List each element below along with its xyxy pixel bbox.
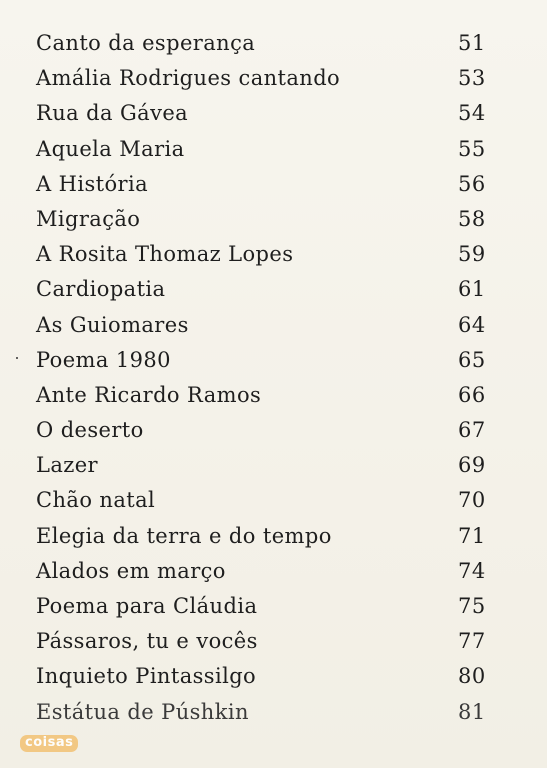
toc-entry-page: 56 <box>458 171 486 196</box>
toc-entry-title: Estátua de Púshkin <box>36 699 249 724</box>
toc-entry-title: O deserto <box>36 418 144 443</box>
toc-entry <box>0 483 547 518</box>
toc-entry <box>0 378 547 413</box>
toc-entry-page: 67 <box>458 418 486 443</box>
toc-entry <box>0 272 547 307</box>
toc-entry <box>0 413 547 448</box>
toc-entry <box>0 308 547 343</box>
toc-entry-page: 61 <box>458 277 486 302</box>
watermark-logo: coisas <box>20 735 78 752</box>
toc-entry-title: Pássaros, tu e vocês <box>36 629 258 654</box>
toc-entry-page: 58 <box>458 206 486 231</box>
toc-entry-title: Migração <box>36 206 141 231</box>
ink-speck <box>16 357 18 359</box>
table-of-contents <box>0 26 547 730</box>
toc-entry-title: Alados em março <box>36 558 226 583</box>
toc-entry <box>0 26 547 61</box>
toc-entry-page: 69 <box>458 453 486 478</box>
toc-entry <box>0 624 547 659</box>
toc-entry-title: Rua da Gávea <box>36 101 189 126</box>
toc-entry-title: Poema 1980 <box>36 347 171 372</box>
toc-entry-title: Amália Rodrigues cantando <box>36 66 341 91</box>
toc-entry-title: A História <box>36 171 149 196</box>
toc-entry <box>0 96 547 131</box>
toc-entry-page: 81 <box>458 699 486 724</box>
toc-entry <box>0 61 547 96</box>
toc-entry <box>0 132 547 167</box>
toc-entry-page: 55 <box>458 136 486 161</box>
toc-entry-title: Canto da esperança <box>36 31 256 55</box>
toc-entry-title: As Guiomares <box>36 312 189 337</box>
toc-entry-page: 51 <box>458 31 486 55</box>
toc-entry-title: Chão natal <box>36 488 156 513</box>
toc-entry-page: 66 <box>458 382 486 407</box>
toc-entry-page: 80 <box>458 664 486 689</box>
toc-entry <box>0 202 547 237</box>
toc-entry-title: Poema para Cláudia <box>36 594 258 618</box>
toc-entry <box>0 167 547 202</box>
toc-entry-page: 59 <box>458 242 486 267</box>
toc-entry <box>0 343 547 378</box>
toc-entry-title: Aquela Maria <box>36 136 185 161</box>
toc-entry-page: 75 <box>458 594 486 618</box>
toc-entry-page: 54 <box>458 101 486 126</box>
toc-entry-title: Elegia da terra e do tempo <box>36 523 332 548</box>
toc-entry-page: 77 <box>458 629 486 654</box>
toc-entry <box>0 519 547 554</box>
toc-entry-page: 65 <box>458 347 486 372</box>
toc-entry-page: 64 <box>458 312 486 337</box>
toc-entry-title: Ante Ricardo Ramos <box>36 382 262 407</box>
toc-entry-page: 71 <box>458 523 486 548</box>
toc-entry <box>0 659 547 694</box>
toc-entry-page: 53 <box>458 66 486 91</box>
toc-entry <box>0 589 547 624</box>
toc-entry <box>0 448 547 483</box>
toc-entry-title: A Rosita Thomaz Lopes <box>36 242 294 267</box>
toc-entry-page: 70 <box>458 488 486 513</box>
toc-entry-title: Lazer <box>36 453 98 478</box>
toc-entry-title: Inquieto Pintassilgo <box>36 664 257 689</box>
toc-entry <box>0 554 547 589</box>
toc-entry-title: Cardiopatia <box>36 277 166 302</box>
toc-entry <box>0 695 547 730</box>
toc-entry <box>0 237 547 272</box>
toc-entry-page: 74 <box>458 558 486 583</box>
